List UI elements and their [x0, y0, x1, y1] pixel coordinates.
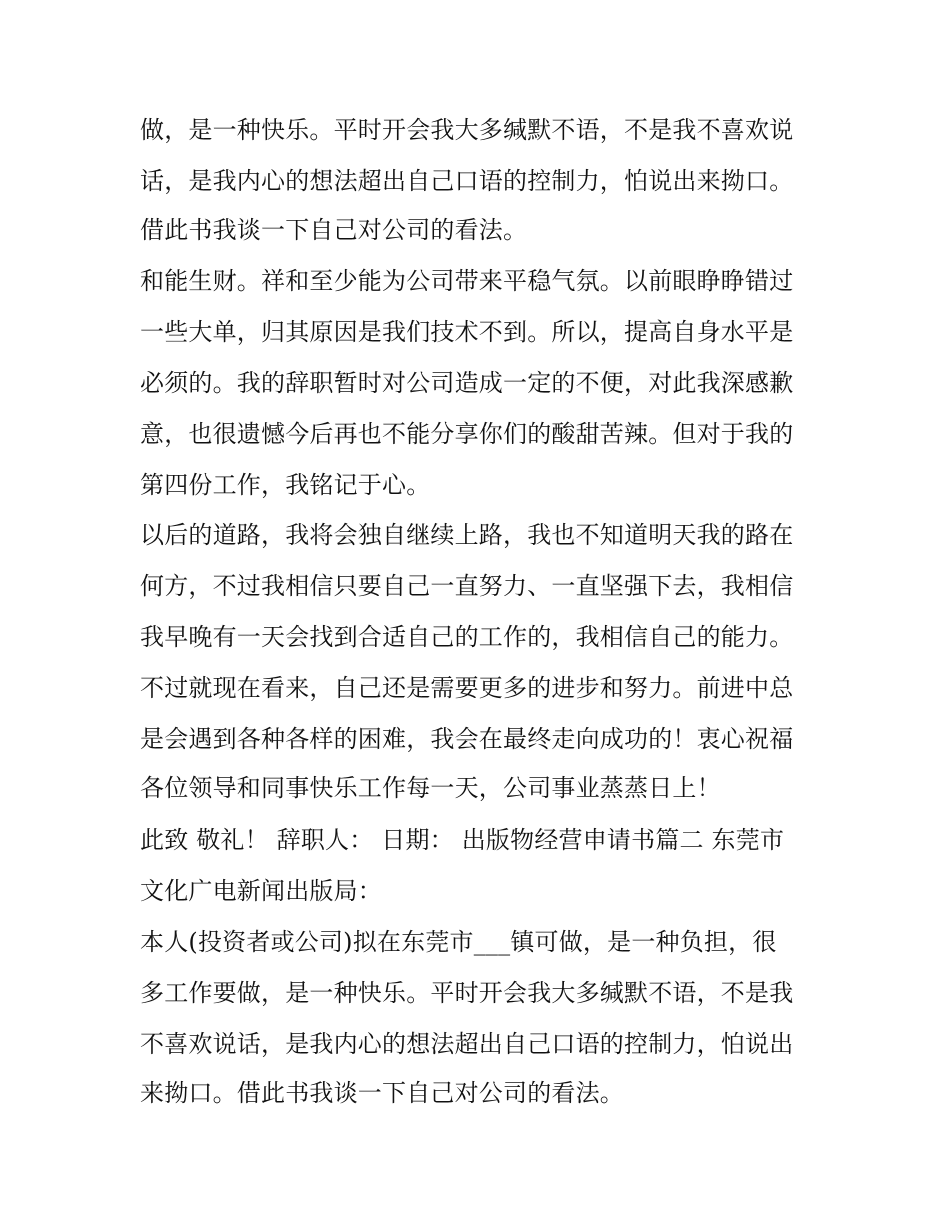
text-line: 是会遇到各种各样的困难，我会在最终走向成功的！衷心祝福 [140, 725, 794, 753]
text-line: 文化广电新闻出版局： [140, 877, 382, 905]
text-line: 不喜欢说话，是我内心的想法超出自己口语的控制力，怕说出 [140, 1030, 794, 1058]
text-line: 各位领导和同事快乐工作每一天，公司事业蒸蒸日上！ [140, 774, 721, 802]
text-line: 一些大单，归其原因是我们技术不到。所以，提高自身水平是 [140, 318, 794, 346]
text-line: 和能生财。祥和至少能为公司带来平稳气氛。以前眼睁睁错过 [140, 267, 794, 295]
text-line: 以后的道路，我将会独自继续上路，我也不知道明天我的路在 [140, 521, 794, 549]
text-line: 做，是一种快乐。平时开会我大多缄默不语，不是我不喜欢说 [140, 116, 794, 144]
text-line: 第四份工作，我铭记于心。 [140, 471, 431, 499]
text-line: 此致 敬礼！ 辞职人： 日期： 出版物经营申请书篇二 东莞市 [140, 826, 785, 854]
text-line: 何方，不过我相信只要自己一直努力、一直坚强下去，我相信 [140, 572, 794, 600]
text-line: 话，是我内心的想法超出自己口语的控制力，怕说出来拗口。 [140, 167, 794, 195]
text-line: 来拗口。借此书我谈一下自己对公司的看法。 [140, 1079, 624, 1107]
text-line: 必须的。我的辞职暂时对公司造成一定的不便，对此我深感歉 [140, 369, 794, 397]
text-line: 本人(投资者或公司)拟在东莞市___镇可做，是一种负担，很 [140, 928, 777, 956]
text-line: 借此书我谈一下自己对公司的看法。 [140, 216, 528, 244]
text-line: 意，也很遗憾今后再也不能分享你们的酸甜苦辣。但对于我的 [140, 420, 794, 448]
text-line: 不过就现在看来，自己还是需要更多的进步和努力。前进中总 [140, 674, 794, 702]
text-line: 我早晚有一天会找到合适自己的工作的，我相信自己的能力。 [140, 623, 794, 651]
text-line: 多工作要做，是一种快乐。平时开会我大多缄默不语，不是我 [140, 979, 794, 1007]
